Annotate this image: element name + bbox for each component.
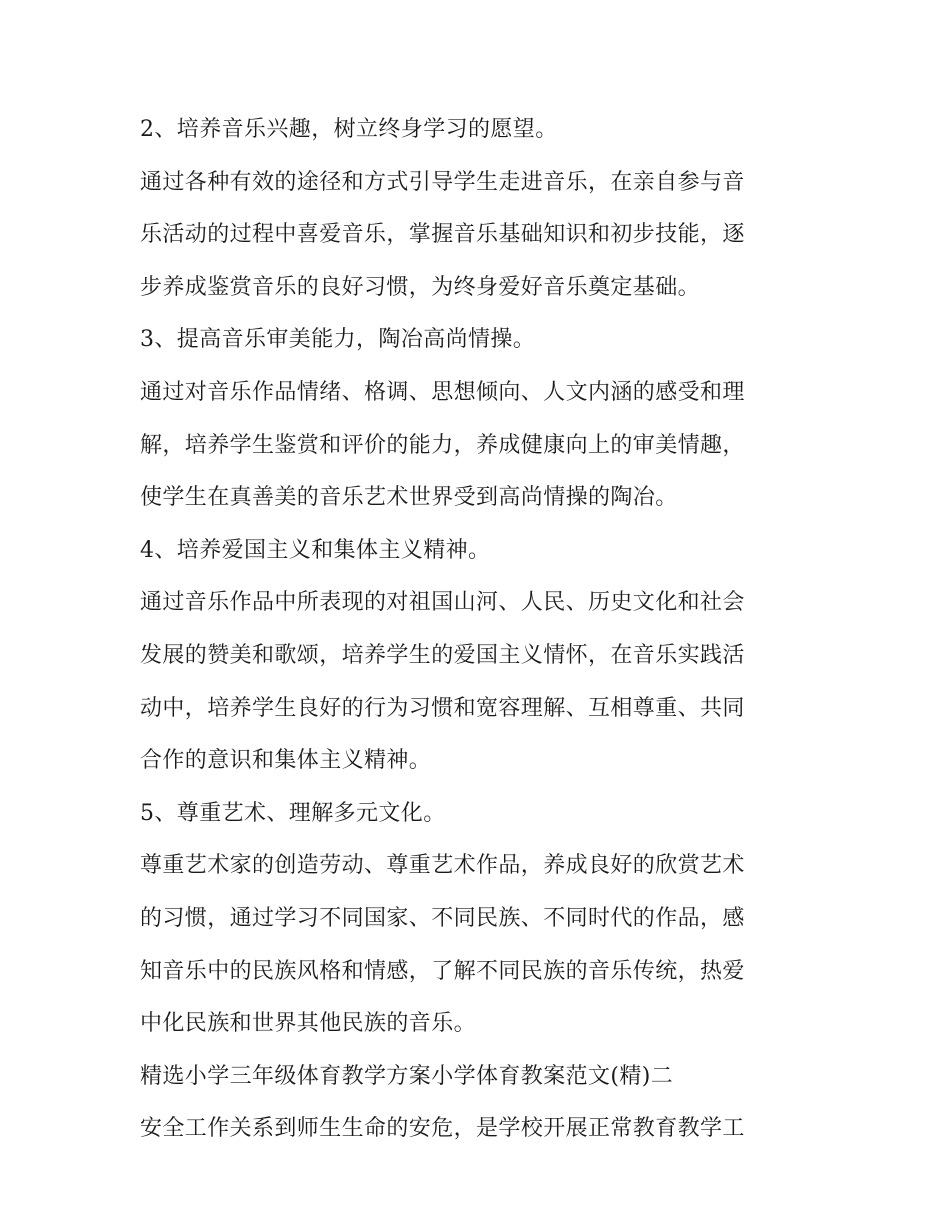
- paragraph-line: 乐活动的过程中喜爱音乐，掌握音乐基础知识和初步技能，逐: [140, 222, 745, 248]
- paragraph-line: 的习惯，通过学习不同国家、不同民族、不同时代的作品，感: [140, 905, 745, 931]
- section-title: 精选小学三年级体育教学方案小学体育教案范文(精)二: [140, 1063, 674, 1089]
- paragraph-line: 通过音乐作品中所表现的对祖国山河、人民、历史文化和社会: [140, 590, 745, 616]
- paragraph-line: 动中，培养学生良好的行为习惯和宽容理解、互相尊重、共同: [140, 695, 745, 721]
- paragraph-line: 解，培养学生鉴赏和评价的能力，养成健康向上的审美情趣，: [140, 432, 745, 458]
- heading-goal-2: 2、培养音乐兴趣，树立终身学习的愿望。: [140, 117, 558, 142]
- heading-goal-5: 5、尊重艺术、理解多元文化。: [140, 800, 446, 826]
- heading-goal-4: 4、培养爱国主义和集体主义精神。: [140, 537, 491, 563]
- paragraph-line: 发展的赞美和歌颂，培养学生的爱国主义情怀，在音乐实践活: [140, 642, 745, 668]
- paragraph-line: 通过对音乐作品情绪、格调、思想倾向、人文内涵的感受和理: [140, 379, 745, 405]
- paragraph-line: 合作的意识和集体主义精神。: [140, 748, 432, 774]
- paragraph-line: 通过各种有效的途径和方式引导学生走进音乐，在亲自参与音: [140, 169, 745, 195]
- paragraph-line: 安全工作关系到师生生命的安危，是学校开展正常教育教学工: [140, 1116, 745, 1142]
- paragraph-line: 步养成鉴赏音乐的良好习惯，为终身爱好音乐奠定基础。: [140, 274, 701, 300]
- paragraph-line: 使学生在真善美的音乐艺术世界受到高尚情操的陶冶。: [140, 485, 678, 511]
- paragraph-line: 知音乐中的民族风格和情感，了解不同民族的音乐传统，热爱: [140, 958, 745, 984]
- document-body: [140, 104, 820, 1156]
- paragraph-line: 中化民族和世界其他民族的音乐。: [140, 1011, 477, 1037]
- heading-goal-3: 3、提高音乐审美能力，陶冶高尚情操。: [140, 327, 536, 353]
- paragraph-line: 尊重艺术家的创造劳动、尊重艺术作品，养成良好的欣赏艺术: [140, 853, 745, 879]
